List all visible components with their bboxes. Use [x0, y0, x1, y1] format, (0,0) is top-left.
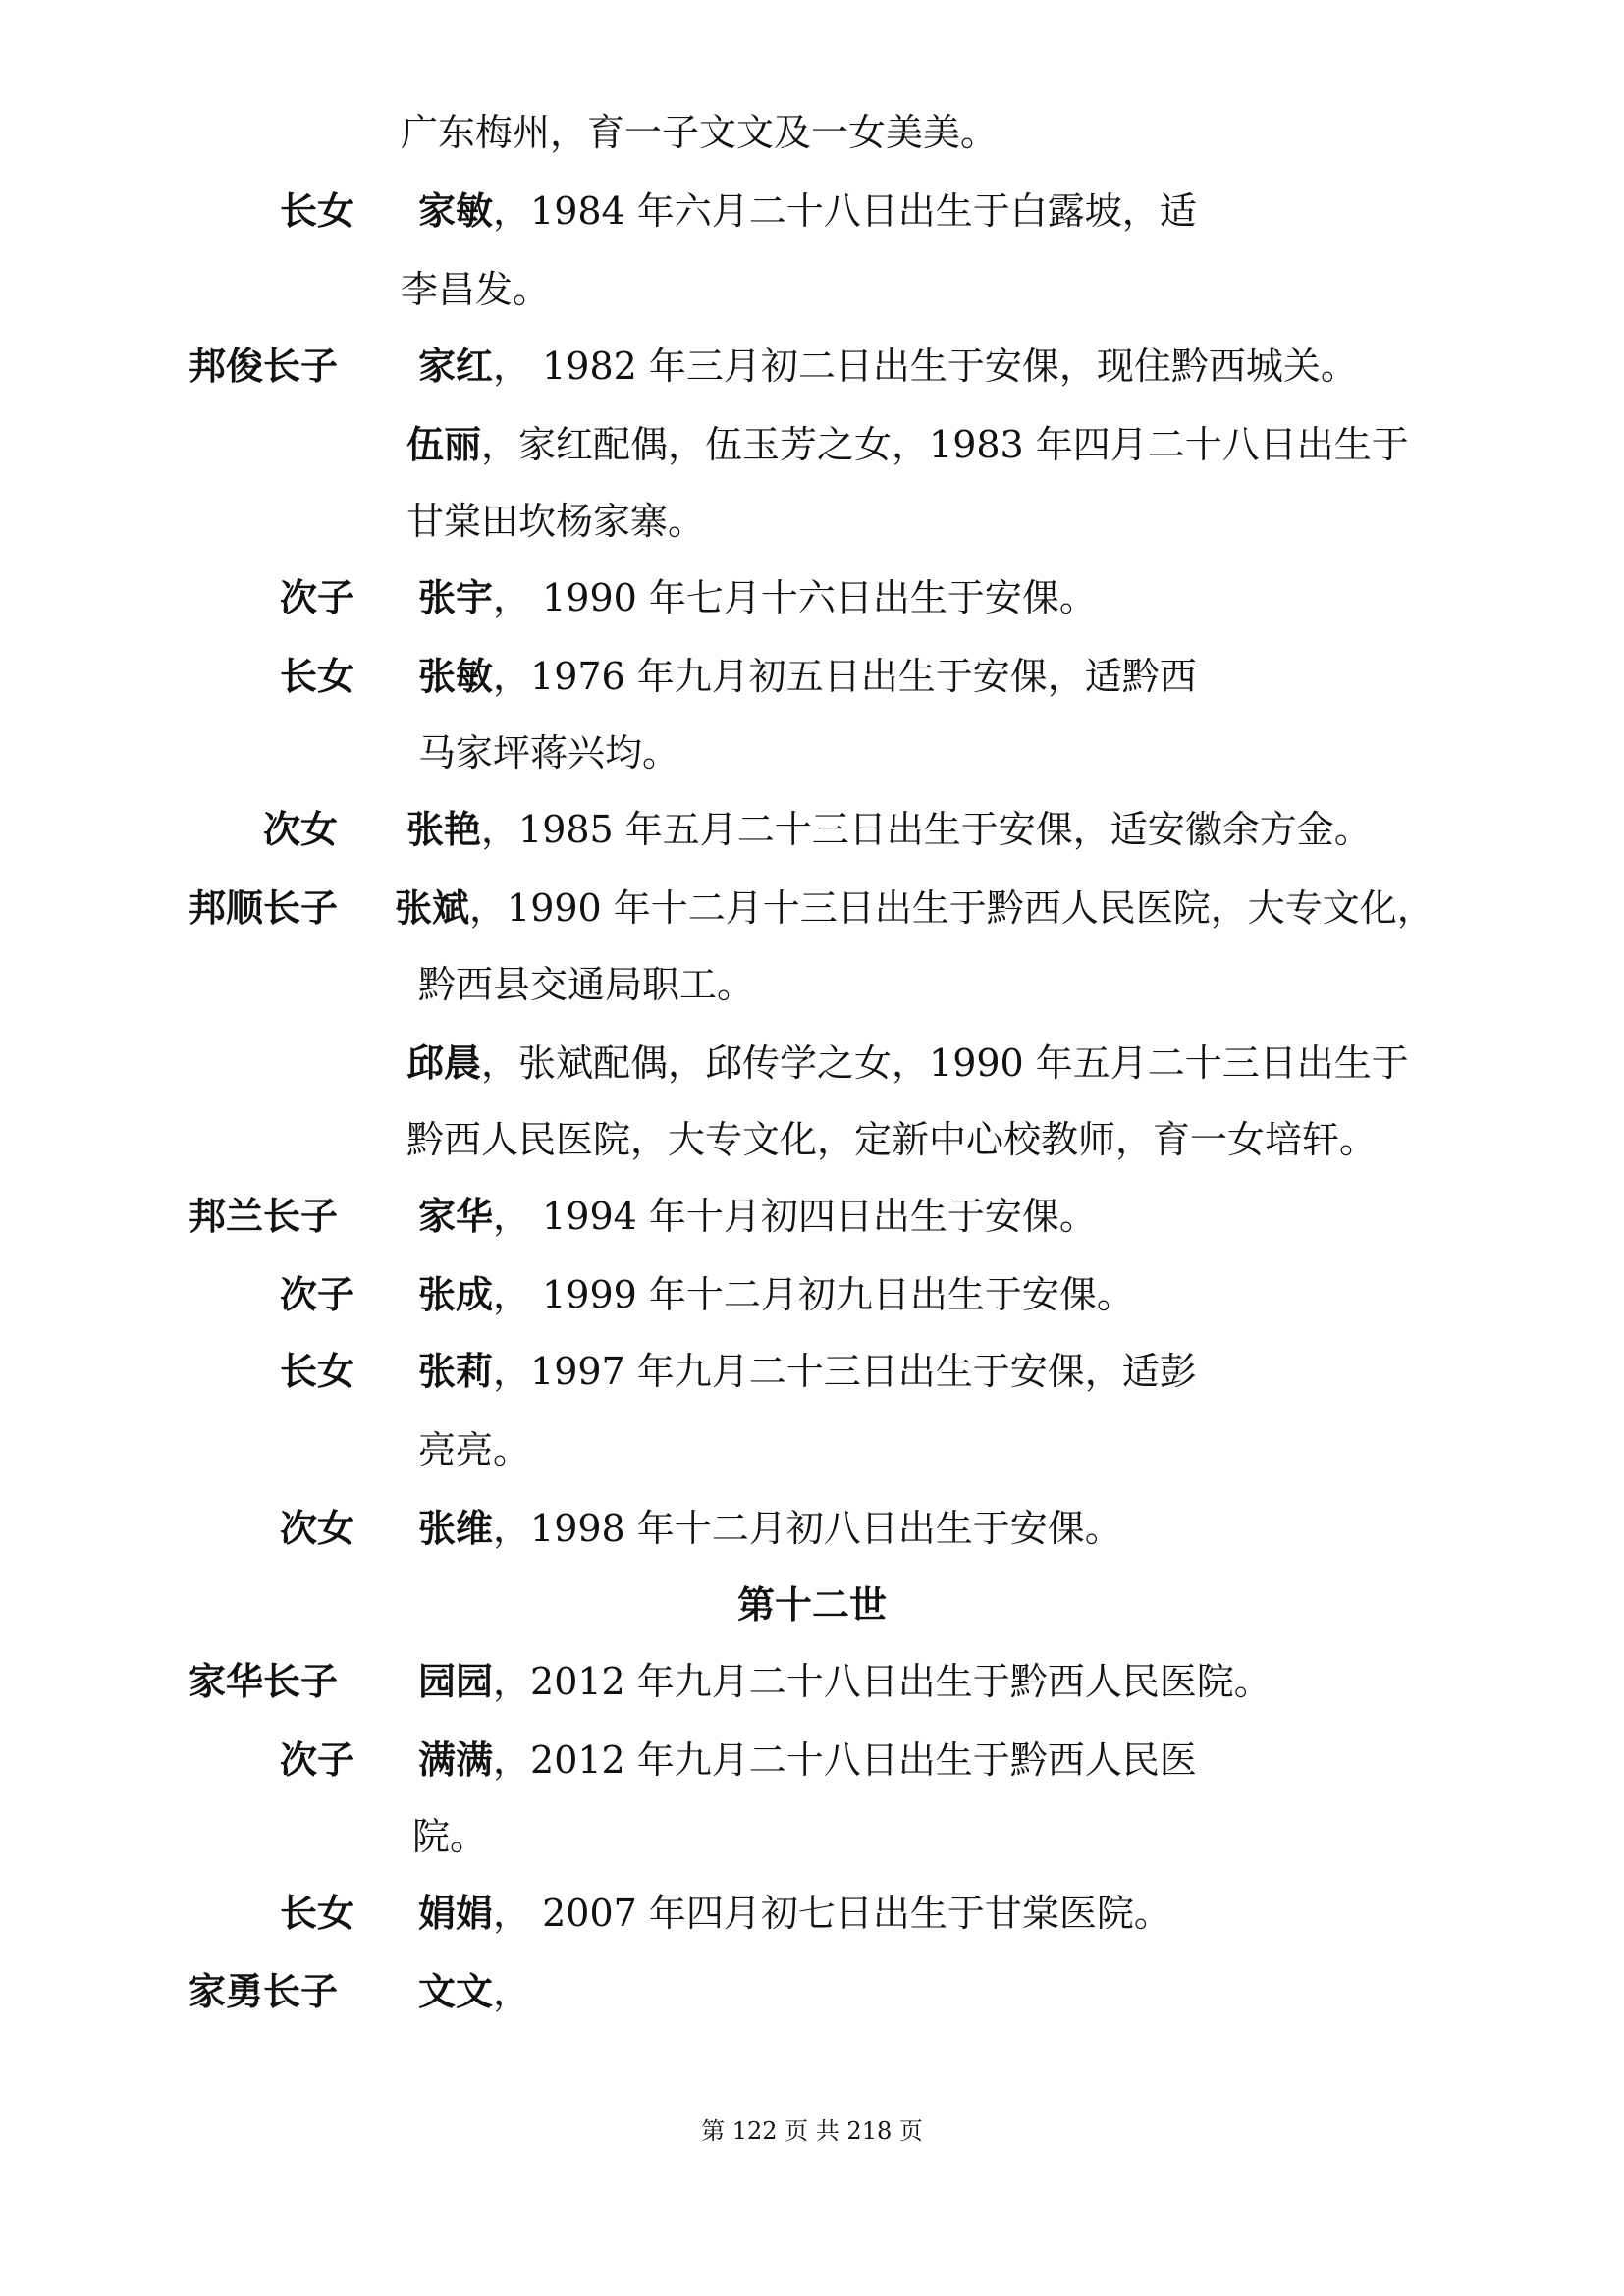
entry-continuation: 马家坪蒋兴均。 — [418, 731, 680, 774]
entry-body: 张宇， 1990 年七月十六日出生于安倮。 — [418, 575, 1097, 619]
entry-body: 家华， 1994 年十月初四日出生于安倮。 — [418, 1194, 1097, 1238]
section-heading: 第十二世 — [736, 1582, 887, 1627]
entry-label: 邦兰长子 — [189, 1194, 339, 1238]
person-name: 张艳 — [406, 807, 482, 851]
entry-label: 次女 — [263, 807, 339, 851]
person-name: 家敏 — [418, 188, 494, 233]
person-name: 文文 — [418, 1969, 494, 2013]
entry-body: 张斌，1990 年十二月十三日出生于黔西人民医院，大专文化， — [395, 885, 1435, 930]
entry-continuation: 李昌发。 — [401, 268, 551, 311]
entry-body: 张莉，1997 年九月二十三日出生于安倮，适彭 — [418, 1349, 1197, 1393]
entry-body: 满满，2012 年九月二十八日出生于黔西人民医 — [418, 1737, 1197, 1782]
entry-body: 张成， 1999 年十二月初九日出生于安倮。 — [418, 1272, 1134, 1316]
entry-label: 长女 — [280, 1349, 355, 1393]
entry-body: 伍丽，家红配偶，伍玉芳之女，1983 年四月二十八日出生于 — [406, 422, 1409, 466]
person-name: 张维 — [418, 1506, 494, 1550]
person-name: 家红 — [418, 344, 494, 388]
entry-body: 园园，2012 年九月二十八日出生于黔西人民医院。 — [418, 1659, 1272, 1703]
entry-label: 次子 — [280, 575, 355, 619]
entry-label: 长女 — [280, 1891, 355, 1935]
person-name: 张斌 — [395, 885, 470, 930]
entry-label: 家华长子 — [189, 1659, 339, 1703]
entry-label: 长女 — [280, 188, 355, 233]
entry-label: 长女 — [280, 654, 355, 698]
entry-continuation: 亮亮。 — [418, 1428, 531, 1471]
entry-label: 次子 — [280, 1737, 355, 1782]
entry-label: 邦俊长子 — [189, 344, 339, 388]
page-footer: 第 122 页 共 218 页 — [701, 2117, 923, 2145]
entry-continuation: 黔西人民医院，大专文化，定新中心校教师，育一女培轩。 — [406, 1118, 1378, 1161]
person-name: 满满 — [418, 1737, 494, 1782]
person-name: 邱晨 — [406, 1041, 482, 1085]
person-name: 张敏 — [418, 654, 494, 698]
person-name: 张成 — [418, 1272, 494, 1316]
entry-body: 娟娟， 2007 年四月初七日出生于甘棠医院。 — [418, 1891, 1171, 1935]
entry-continuation: 黔西县交通局职工。 — [418, 963, 755, 1006]
entry-continuation: 广东梅州，育一子文文及一女美美。 — [401, 111, 999, 154]
person-name: 伍丽 — [406, 422, 482, 466]
person-name: 园园 — [418, 1659, 494, 1703]
entry-body: 张维，1998 年十二月初八日出生于安倮。 — [418, 1506, 1122, 1550]
person-name: 娟娟 — [418, 1891, 494, 1935]
entry-body: 文文， — [418, 1969, 531, 2013]
entry-body: 邱晨，张斌配偶，邱传学之女，1990 年五月二十三日出生于 — [406, 1041, 1409, 1085]
entry-body: 家敏，1984 年六月二十八日出生于白露坡，适 — [418, 188, 1197, 233]
entry-body: 家红， 1982 年三月初二日出生于安倮，现住黔西城关。 — [418, 344, 1358, 388]
entry-continuation: 甘棠田坎杨家寨。 — [406, 500, 706, 543]
person-name: 张莉 — [418, 1349, 494, 1393]
entry-body: 张艳，1985 年五月二十三日出生于安倮，适安徽余方金。 — [406, 807, 1372, 851]
person-name: 家华 — [418, 1194, 494, 1238]
entry-body: 张敏，1976 年九月初五日出生于安倮，适黔西 — [418, 654, 1197, 698]
entry-label: 次女 — [280, 1506, 355, 1550]
person-name: 张宇 — [418, 575, 494, 619]
entry-continuation: 院。 — [412, 1815, 488, 1858]
entry-label: 邦顺长子 — [189, 885, 339, 930]
entry-label: 家勇长子 — [189, 1969, 339, 2013]
entry-label: 次子 — [280, 1272, 355, 1316]
